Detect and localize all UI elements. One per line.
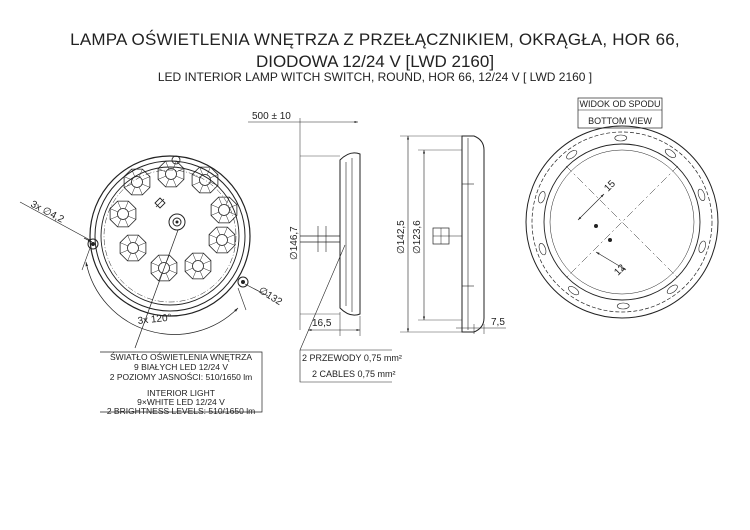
led — [185, 253, 211, 279]
led — [110, 201, 136, 227]
front-mid-rim — [95, 161, 245, 311]
cable-length-label: 500 ± 10 — [252, 111, 291, 122]
pcd-dimension-label: ∅132 — [256, 285, 284, 309]
ring-tab — [617, 303, 629, 309]
bottom-view-label-en: BOTTOM VIEW — [588, 116, 652, 126]
bottom-dim-b-label: 12 — [612, 262, 628, 279]
front-pcd-circle — [104, 170, 236, 302]
ring-tab — [698, 240, 707, 253]
section-body — [462, 136, 484, 332]
ring-tab — [537, 191, 546, 204]
led — [124, 169, 150, 195]
wires-pl-label: 2 PRZEWODY 0,75 mm² — [302, 353, 402, 363]
title-line-1: LAMPA OŚWIETLENIA WNĘTRZA Z PRZEŁĄCZNIKIEM, OKRĄGŁA, HOR 66, — [70, 30, 680, 49]
angle-dimension-label: 3x 120° — [137, 312, 173, 327]
side-depth-label: 16,5 — [312, 318, 332, 329]
bottom-dim-a-label: 15 — [602, 178, 618, 195]
switch-button — [169, 214, 185, 230]
mounting-hole — [172, 156, 180, 164]
ring-tab — [538, 242, 548, 255]
led — [209, 227, 235, 253]
bottom-outer-ring — [526, 126, 718, 318]
spec-en-title: INTERIOR LIGHT — [146, 388, 216, 398]
rim-depth-label: 7,5 — [491, 317, 505, 328]
bottom-view-label-pl: WIDOK OD SPODU — [579, 99, 661, 109]
spec-pl-levels: 2 POZIOMY JASNOŚCI: 510/1650 lm — [109, 372, 253, 382]
ring-tab — [697, 188, 707, 201]
side-body — [340, 153, 360, 315]
led — [120, 235, 146, 261]
spec-pl-leds: 9 BIAŁYCH LED 12/24 V — [133, 362, 229, 372]
title-line-3: LED INTERIOR LAMP WITCH SWITCH, ROUND, HOR 66, 12/24 V [ LWD 2160 ] — [157, 70, 593, 84]
led — [192, 167, 218, 193]
inner-diameter-label: ∅123,6 — [412, 220, 423, 254]
hole-dimension-label: 3x ∅4,2 — [28, 198, 66, 226]
side-diameter-label: ∅146,7 — [289, 226, 300, 260]
spec-en-leds: 9×WHITE LED 12/24 V — [137, 397, 225, 407]
front-view — [20, 156, 268, 334]
spec-en-levels: 2 BRIGHTNESS LEVELS: 510/1650 lm — [106, 406, 256, 416]
led — [158, 161, 184, 187]
ring-tab — [615, 135, 627, 141]
side-view — [248, 118, 392, 382]
wires-en-label: 2 CABLES 0,75 mm² — [312, 369, 396, 379]
spec-pl-title: ŚWIATŁO OŚWIETLENIA WNĘTRZA — [110, 352, 252, 362]
led — [211, 197, 237, 223]
bottom-view — [526, 98, 718, 318]
title-line-2: DIODOWA 12/24 V [LWD 2160] — [255, 52, 495, 71]
outer-diameter-label: ∅142,5 — [396, 220, 407, 254]
